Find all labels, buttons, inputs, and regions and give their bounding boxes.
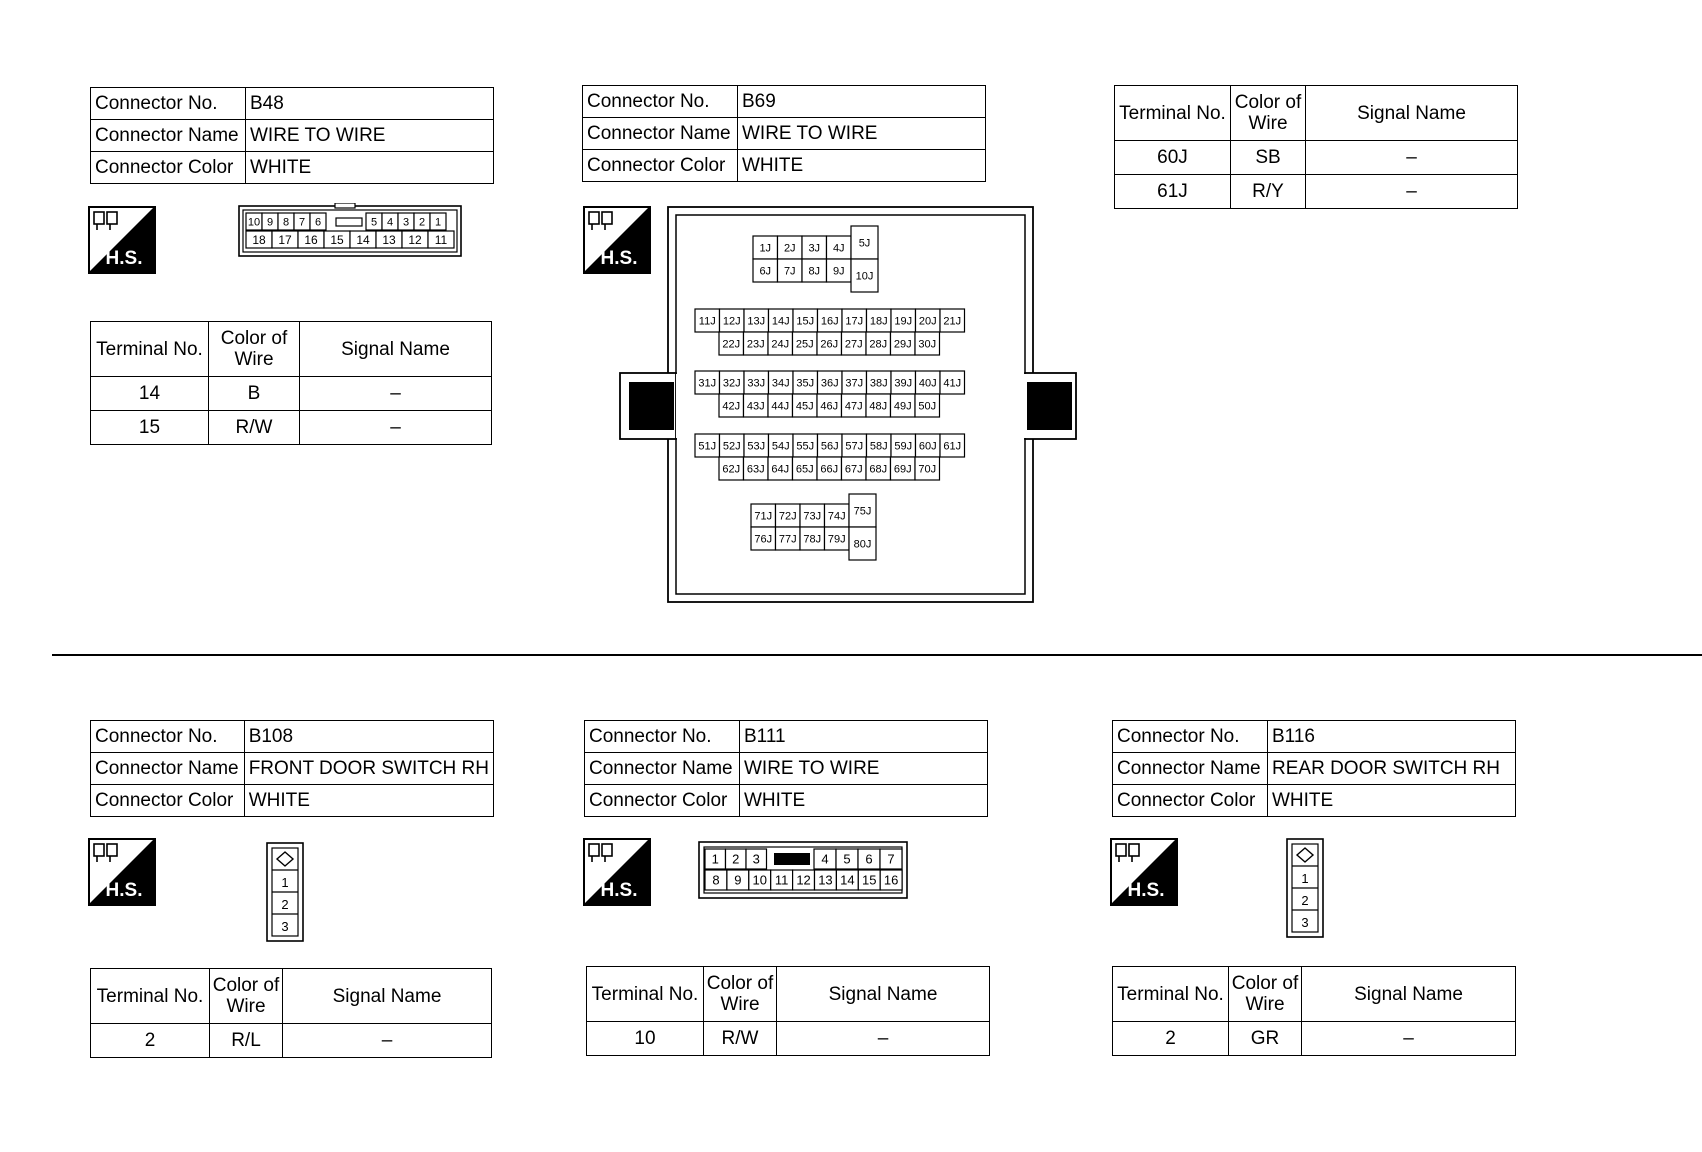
table-row: 60J SB – (1115, 141, 1518, 175)
b111-info-table (584, 720, 988, 817)
pin-label: 21J (943, 315, 962, 328)
pin-label: 79J (827, 533, 846, 546)
b116-info-table (1112, 720, 1516, 817)
pin-label: 18 (252, 232, 266, 247)
pin-label: 17 (278, 232, 292, 247)
pin-label: 16 (304, 232, 318, 247)
pin-label: 3 (1301, 915, 1309, 930)
connector-no-value: B108 (244, 721, 493, 753)
pin-label: 1 (711, 851, 719, 867)
pin-label: 2 (418, 216, 426, 229)
pin-label: 37J (845, 377, 864, 390)
connector-color-label: Connector Color (91, 785, 245, 817)
pin-label: 29J (893, 338, 912, 351)
pin-label: 31J (698, 377, 717, 390)
pin-label: 80J (853, 538, 872, 551)
connector-name-label: Connector Name (91, 753, 245, 785)
hs-harness-side-icon (88, 838, 156, 906)
polarity-block (774, 853, 810, 865)
pin-label: 7J (783, 265, 796, 278)
pin-label: 51J (698, 440, 717, 453)
connector-no-label: Connector No. (91, 721, 245, 753)
b48-info-table (90, 87, 494, 184)
table-row: 61J R/Y – (1115, 175, 1518, 209)
connector-color-value: WHITE (1268, 785, 1516, 817)
b111-connector-face (698, 841, 908, 899)
pin-label: 77J (778, 533, 797, 546)
pin-label: 15 (862, 872, 877, 888)
pin-label: 76J (754, 533, 773, 546)
signal-name-header: Signal Name (300, 322, 492, 377)
pin-label: 6 (865, 851, 873, 867)
b116-terminal-table (1112, 966, 1516, 1056)
connector-color-value: WHITE (740, 785, 988, 817)
b108-connector-face (266, 842, 306, 944)
b48-terminal-table (90, 321, 492, 445)
connector-color-label: Connector Color (583, 150, 738, 182)
connector-name-value: REAR DOOR SWITCH RH (1268, 753, 1516, 785)
terminal-no-header: Terminal No. (91, 969, 210, 1024)
pin-label: 78J (803, 533, 822, 546)
pin-label: 71J (754, 510, 773, 523)
pin-label: 44J (771, 400, 790, 413)
pin-label: 9J (832, 265, 845, 278)
pin-label: 14J (771, 315, 790, 328)
b69-info-table (582, 85, 986, 182)
pin-label: 47J (844, 400, 863, 413)
svg-text:H.S.: H.S. (105, 248, 143, 269)
connector-name-label: Connector Name (585, 753, 740, 785)
pin-label: 17J (845, 315, 864, 328)
connector-name-value: WIRE TO WIRE (738, 118, 986, 150)
pin-label: 59J (894, 440, 913, 453)
pin-label: 24J (771, 338, 790, 351)
section-divider (52, 654, 1702, 656)
terminal-no-header: Terminal No. (1113, 967, 1229, 1022)
b69-terminal-table (1114, 85, 1518, 209)
pin-label: 67J (844, 463, 863, 476)
svg-text:H.S.: H.S. (600, 248, 638, 269)
signal-name-header: Signal Name (1302, 967, 1516, 1022)
pin-label: 53J (747, 440, 766, 453)
pin-label: 75J (853, 505, 872, 518)
pin-label: 32J (722, 377, 741, 390)
pin-label: 13 (818, 872, 833, 888)
pin-label: 2 (1301, 893, 1309, 908)
terminal-no-header: Terminal No. (1115, 86, 1231, 141)
table-row: 14 B – (91, 377, 492, 411)
pin-label: 70J (918, 463, 937, 476)
pin-label: 19J (894, 315, 913, 328)
pin-label: 1 (434, 216, 442, 229)
pin-label: 14 (356, 232, 370, 247)
pin-label: 1J (759, 242, 772, 255)
pin-label: 60J (918, 440, 937, 453)
pin-label: 2 (281, 897, 289, 912)
connector-name-label: Connector Name (583, 118, 738, 150)
connector-no-value: B69 (738, 86, 986, 118)
pin-label: 48J (869, 400, 888, 413)
pin-label: 64J (771, 463, 790, 476)
connector-no-label: Connector No. (91, 88, 246, 120)
signal-name-header: Signal Name (777, 967, 990, 1022)
pin-label: 46J (820, 400, 839, 413)
pin-label: 65J (795, 463, 814, 476)
color-of-wire-header: Color of Wire (209, 322, 300, 377)
pin-label: 54J (771, 440, 790, 453)
signal-name-header: Signal Name (1306, 86, 1518, 141)
pin-label: 7 (298, 216, 306, 229)
b108-info-table (90, 720, 494, 817)
connector-color-value: WHITE (738, 150, 986, 182)
pin-label: 36J (820, 377, 839, 390)
table-row: 2 R/L – (91, 1024, 492, 1058)
pin-label: 34J (771, 377, 790, 390)
pin-label: 12J (722, 315, 741, 328)
pin-label: 11 (774, 872, 789, 888)
pin-label: 10 (752, 872, 767, 888)
pin-label: 4 (821, 851, 829, 867)
pin-label: 15J (796, 315, 815, 328)
table-row: 15 R/W – (91, 411, 492, 445)
pin-label: 30J (918, 338, 937, 351)
pin-label: 10 (247, 216, 261, 229)
pin-label: 12 (408, 232, 422, 247)
pin-label: 57J (845, 440, 864, 453)
pin-label: 9 (734, 872, 742, 888)
pin-label: 63J (746, 463, 765, 476)
terminal-no-header: Terminal No. (587, 967, 704, 1022)
b108-terminal-table (90, 968, 492, 1058)
connector-no-label: Connector No. (585, 721, 740, 753)
pin-label: 7 (887, 851, 895, 867)
terminal-no-header: Terminal No. (91, 322, 209, 377)
connector-color-label: Connector Color (91, 152, 246, 184)
connector-no-label: Connector No. (1113, 721, 1268, 753)
pin-label: 22J (722, 338, 741, 351)
svg-text:H.S.: H.S. (600, 880, 638, 901)
pin-label: 56J (820, 440, 839, 453)
connector-name-value: WIRE TO WIRE (740, 753, 988, 785)
pin-label: 5 (370, 216, 378, 229)
pin-label: 41J (943, 377, 962, 390)
svg-text:H.S.: H.S. (1127, 880, 1165, 901)
connector-no-value: B48 (246, 88, 494, 120)
pin-label: 73J (803, 510, 822, 523)
pin-label: 13J (747, 315, 766, 328)
connector-color-value: WHITE (244, 785, 493, 817)
pin-label: 72J (778, 510, 797, 523)
connector-no-label: Connector No. (583, 86, 738, 118)
pin-label: 52J (722, 440, 741, 453)
pin-label: 33J (747, 377, 766, 390)
pin-label: 3J (808, 242, 821, 255)
pin-label: 27J (844, 338, 863, 351)
connector-no-value: B116 (1268, 721, 1516, 753)
pin-label: 8 (712, 872, 720, 888)
pin-label: 14 (840, 872, 855, 888)
pin-label: 16 (883, 872, 899, 888)
pin-label: 25J (795, 338, 814, 351)
hs-harness-side-icon (583, 838, 651, 906)
pin-label: 38J (869, 377, 888, 390)
pin-label: 9 (266, 216, 274, 229)
pin-label: 10J (855, 270, 874, 283)
pin-label: 40J (918, 377, 937, 390)
connector-name-label: Connector Name (91, 120, 246, 152)
pin-label: 68J (869, 463, 888, 476)
pin-label: 1 (1301, 871, 1309, 886)
pin-label: 6 (314, 216, 322, 229)
pin-label: 20J (918, 315, 937, 328)
connector-color-label: Connector Color (1113, 785, 1268, 817)
pin-label: 6J (759, 265, 772, 278)
pin-label: 2J (783, 242, 796, 255)
pin-label: 5 (843, 851, 851, 867)
pin-label: 55J (796, 440, 815, 453)
pin-label: 39J (894, 377, 913, 390)
pin-label: 18J (869, 315, 888, 328)
pin-label: 8 (282, 216, 290, 229)
pin-label: 61J (943, 440, 962, 453)
polarity-slot (336, 218, 362, 226)
pin-label: 1 (281, 875, 289, 890)
pin-label: 66J (820, 463, 839, 476)
connector-name-value: WIRE TO WIRE (246, 120, 494, 152)
table-row: 2 GR – (1113, 1022, 1516, 1056)
pin-label: 4 (386, 216, 394, 229)
connector-name-value: FRONT DOOR SWITCH RH (244, 753, 493, 785)
table-row: 10 R/W – (587, 1022, 990, 1056)
pin-label: 5J (858, 237, 871, 250)
pin-label: 49J (893, 400, 912, 413)
pin-label: 4J (832, 242, 845, 255)
hs-harness-side-icon (88, 206, 156, 274)
pin-label: 28J (869, 338, 888, 351)
pin-label: 3 (752, 851, 760, 867)
pin-label: 69J (893, 463, 912, 476)
connector-color-value: WHITE (246, 152, 494, 184)
pin-label: 3 (402, 216, 410, 229)
b116-connector-face (1286, 838, 1326, 940)
pin-label: 12 (796, 872, 811, 888)
color-of-wire-header: Color of Wire (210, 969, 283, 1024)
pin-label: 35J (796, 377, 815, 390)
pin-label: 43J (746, 400, 765, 413)
pin-label: 23J (746, 338, 765, 351)
signal-name-header: Signal Name (283, 969, 492, 1024)
pin-label: 58J (869, 440, 888, 453)
pin-label: 16J (820, 315, 839, 328)
pin-label: 42J (722, 400, 741, 413)
pin-label: 45J (795, 400, 814, 413)
pin-label: 15 (330, 232, 344, 247)
connector-color-label: Connector Color (585, 785, 740, 817)
pin-label: 26J (820, 338, 839, 351)
pin-label: 50J (918, 400, 937, 413)
color-of-wire-header: Color of Wire (1231, 86, 1306, 141)
color-of-wire-header: Color of Wire (1229, 967, 1302, 1022)
connector-name-label: Connector Name (1113, 753, 1268, 785)
pin-label: 3 (281, 919, 289, 934)
pin-label: 62J (722, 463, 741, 476)
svg-text:H.S.: H.S. (105, 880, 143, 901)
color-of-wire-header: Color of Wire (704, 967, 777, 1022)
hs-harness-side-icon (1110, 838, 1178, 906)
b69-connector-face (618, 205, 1078, 605)
pin-label: 2 (732, 851, 740, 867)
pin-label: 11 (434, 232, 448, 247)
b111-terminal-table (586, 966, 990, 1056)
pin-label: 11J (698, 315, 716, 328)
pin-label: 8J (808, 265, 821, 278)
pin-label: 74J (827, 510, 846, 523)
connector-no-value: B111 (740, 721, 988, 753)
b48-connector-face (238, 203, 462, 257)
pin-label: 13 (382, 232, 396, 247)
